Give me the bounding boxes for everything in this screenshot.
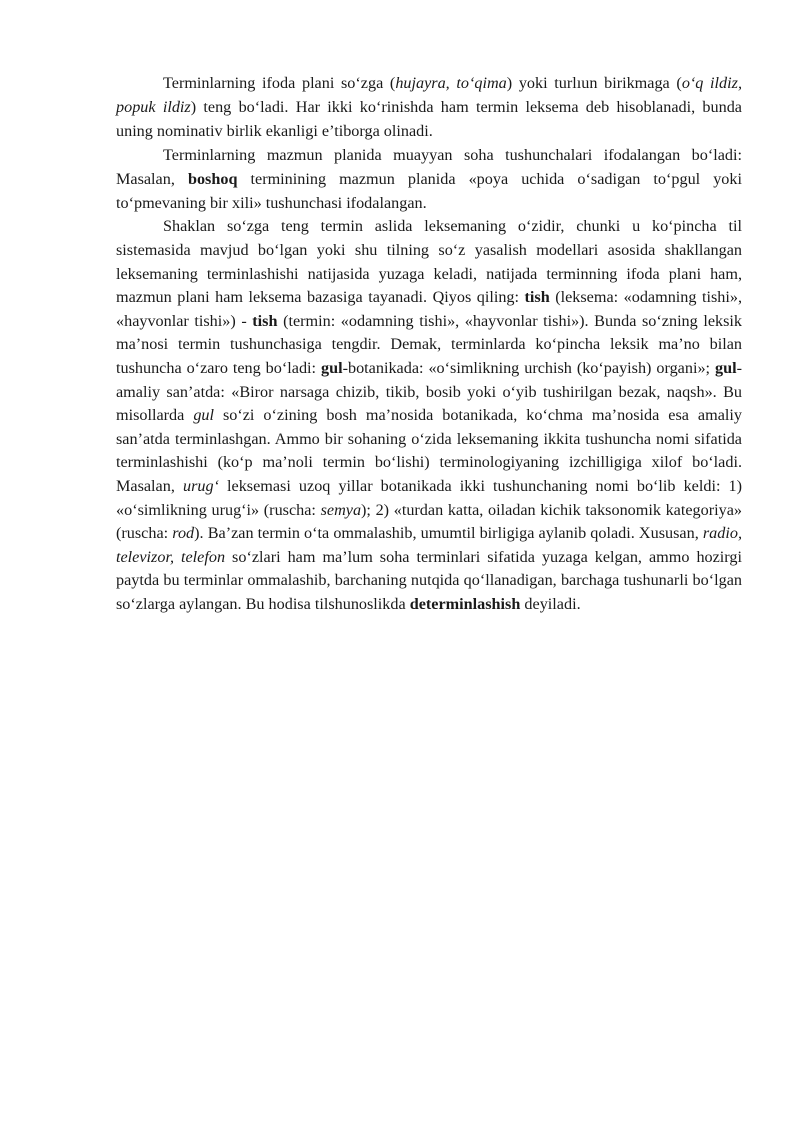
bold-term: tish <box>524 288 550 307</box>
italic-term: rod <box>172 524 195 543</box>
text-run: Terminlarning ifoda plani so‘zga ( <box>163 74 396 92</box>
text-run: (termin: «odamning tishi», «hayvonlar tishi»). Bunda so‘zning leksik ma’nosi termin tushunchasiga tengdir. Demak, terminlarda ko‘pincha leksik ma’no bilan tushuncha o‘zaro teng bo‘ladi: <box>116 311 742 377</box>
text-run: so‘zlari ham ma’lum soha terminlari sifatida yuzaga kelgan, ammo hozirgi paytda bu terminlar ommalashib, barchaning nutqida qo‘llanadigan, barchaga tushunarli bo‘lgan so‘zlarga aylangan. Bu hodisa tilshunoslikda <box>116 547 742 613</box>
text-run: leksemasi uzoq yillar botanikada ikki tushunchaning nomi bo‘lib keldi: 1) «o‘simlikning urug‘i» (ruscha: <box>116 476 743 519</box>
text-run: deyiladi. <box>520 594 581 613</box>
bold-term: gul <box>320 359 343 377</box>
bold-term: determinlashish <box>409 594 521 613</box>
italic-term: radio, televizor, telefon <box>116 524 742 566</box>
text-run: ); 2) «turdan katta, oiladan kichik taksonomik kategoriya» (ruscha: <box>116 500 742 543</box>
text-run: ) yoki turlıun birikmaga ( <box>506 74 682 92</box>
bold-term: tish <box>252 311 278 330</box>
paragraph-2 <box>116 144 742 216</box>
italic-term: urug‘ <box>182 476 219 495</box>
text-run: Terminlarning mazmun planida muayyan soha tushunchalari ifodalangan bo‘ladi: Masalan, <box>116 145 742 188</box>
bold-term: boshoq <box>187 169 238 188</box>
text-run: Shaklan so‘zga teng termin aslida leksemaning o‘zidir, chunki u ko‘pincha til sistemasida mavjud bo‘lgan yoki shu tilning so‘z yasalish modellari asosida shakllangan leksemaning terminlashishi natijasida yuzaga keladi, natijada terminning ifoda plani ham, mazmun plani ham leksema bazasiga tayanadi. Qiyos qiling: <box>116 217 742 307</box>
bold-term: gul <box>715 359 737 377</box>
text-run: -botanikada: «o‘simlikning urchish (ko‘payish) organi»; <box>342 359 715 377</box>
text-run: terminining mazmun planida «poya uchida o‘sadigan to‘pgul yoki to‘pmevaning bir xili» tushunchasi ifodalangan. <box>116 169 742 212</box>
text-run: ). Ba’zan termin o‘ta ommalashib, umumtil birligiga aylanib qoladi. Xususan, <box>194 524 703 543</box>
document-page <box>116 72 742 617</box>
italic-term: gul <box>193 406 214 425</box>
text-run: (leksema: «odamning tishi», «hayvonlar tishi») - <box>116 288 742 330</box>
italic-term: hujayra, to‘qima <box>395 74 507 92</box>
text-run: so‘zi o‘zining bosh ma’nosida botanikada, ko‘chma ma’nosida esa amaliy san’atda terminlashgan. Ammo bir sohaning o‘zida leksemaning ikkita tushuncha nomi sifatida terminlashishi (ko‘p ma’noli termin bo‘lishi) terminologiyaning izchilligiga xilof bo‘ladi. Masalan, <box>116 406 742 495</box>
paragraph-3 <box>116 215 742 616</box>
text-run: ) teng bo‘ladi. Har ikki ko‘rinishda ham termin leksema deb hisoblanadi, bunda uning nominativ birlik ekanligi e’tiborga olinadi. <box>116 97 742 140</box>
italic-term: o‘q ildiz, popuk ildiz <box>116 74 742 116</box>
italic-term: semya <box>320 500 362 519</box>
paragraph-1 <box>116 72 742 144</box>
text-run: -amaliy san’atda: «Biror narsaga chizib, tikib, bosib yoki o‘yib tushirilgan bezak, naqsh». Bu misollarda <box>116 359 742 425</box>
